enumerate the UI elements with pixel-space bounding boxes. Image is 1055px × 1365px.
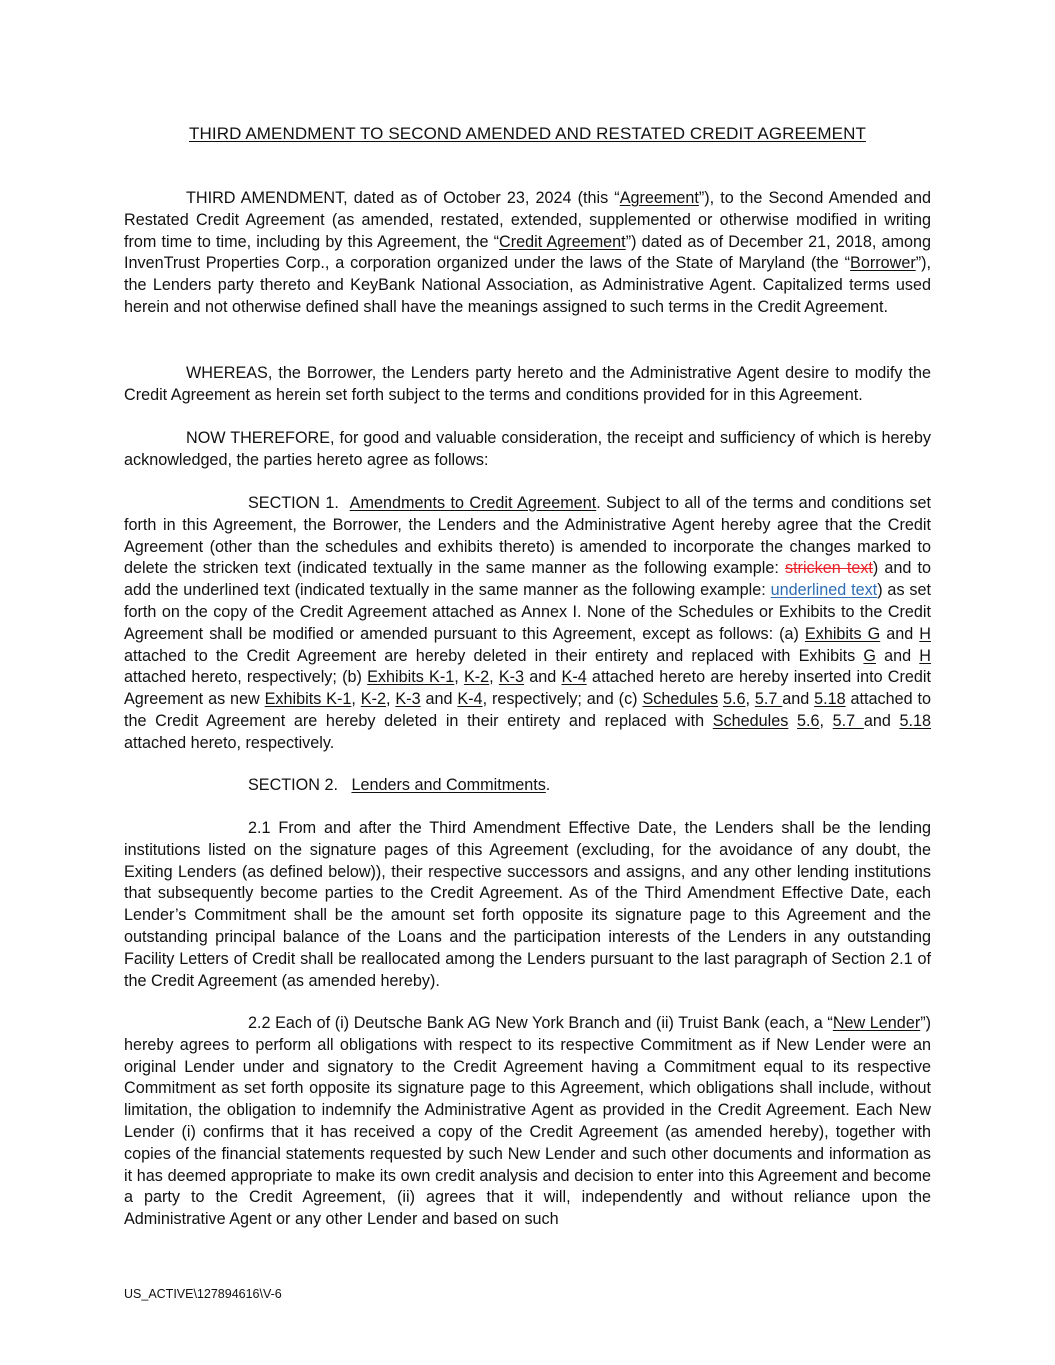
text: , <box>745 690 755 709</box>
text: ”), the Lenders party thereto and KeyBank National Association, as Administrative Agent. Capitalized terms used herein and not otherwise defined shall have the meanings assigned to such terms in the Credit Agreement. <box>124 254 931 316</box>
section-1-label: SECTION 1. <box>248 494 339 512</box>
text: and <box>880 624 920 643</box>
exhibit-ref: K-2 <box>463 668 490 687</box>
schedule-ref: 5.7 <box>832 711 864 730</box>
defined-term-agreement: Agreement <box>619 189 699 207</box>
text: , <box>819 711 833 730</box>
now-therefore-paragraph: NOW THEREFORE, for good and valuable consideration, the receipt and sufficiency of which is hereby acknowledged, the parties hereto agree as follows: <box>124 429 931 469</box>
text: ”) dated as of December 21, 2018, among InvenTrust Properties Corp., a corporation organized under the laws of the State of Maryland (the “ <box>124 232 932 273</box>
schedule-ref: 5.6 <box>797 711 820 730</box>
text: , <box>351 690 361 709</box>
intro-paragraph <box>124 188 931 319</box>
text: . <box>545 776 551 794</box>
defined-term-borrower: Borrower <box>850 254 916 273</box>
exhibit-ref: H <box>919 624 931 643</box>
defined-term-new-lender: New Lender <box>832 1014 921 1032</box>
text: and <box>524 668 562 687</box>
document-footer-id: US_ACTIVE\127894616\V-6 <box>124 1287 282 1301</box>
exhibit-ref: K-2 <box>360 690 386 709</box>
exhibit-ref: G <box>863 646 876 665</box>
exhibit-ref: K-4 <box>457 690 483 709</box>
text: and <box>876 646 920 665</box>
exhibit-ref: K-3 <box>498 668 525 687</box>
section-2-heading-line <box>248 776 550 795</box>
exhibit-ref: K-4 <box>561 668 587 687</box>
text: , <box>454 668 464 687</box>
schedule-ref: 5.7 <box>754 690 783 709</box>
text: ) and to add the underlined text (indicated textually in the same manner as the following example: <box>124 559 931 600</box>
text: . Subject to all of the terms and conditions set forth in this Agreement, the Borrower, the Lenders and the Administrative Agent hereby agree that the Credit Agreement (other than the schedules and exhibits thereto) is amended to incorporate the changes marked to delete the stricken text (indicated textually in the same manner as the following example: <box>124 494 931 578</box>
section-2-label: SECTION 2. <box>248 776 338 794</box>
exhibit-ref: Exhibits G <box>804 624 881 643</box>
text: ) as set forth on the copy of the Credit Agreement attached as Annex I. None of the Schedules or Exhibits to the Credit Agreement shall be modified or amended pursuant to this Agreement, except as follows: (a) <box>124 581 931 643</box>
text: ”), to the Second Amended and Restated Credit Agreement (as amended, restated, extended, supplemented or otherwise modified in writing from time to time, including by this Agreement, the “ <box>124 189 931 251</box>
text: attached to the Credit Agreement are hereby deleted in their entirety and replaced with <box>124 690 932 730</box>
stricken-text-example: stricken text <box>784 559 873 578</box>
text: attached hereto are hereby inserted into Credit Agreement as new <box>124 668 931 709</box>
document-title: THIRD AMENDMENT TO SECOND AMENDED AND RESTATED CREDIT AGREEMENT <box>189 124 866 143</box>
whereas-paragraph: WHEREAS, the Borrower, the Lenders party hereto and the Administrative Agent desire to modify the Credit Agreement as herein set forth subject to the terms and conditions provided for in this Agreement. <box>124 364 931 404</box>
schedule-ref: Schedules <box>642 690 719 709</box>
text: attached to the Credit Agreement are hereby deleted in their entirety and replaced with Exhibits <box>124 646 864 665</box>
text <box>788 712 797 730</box>
text: and <box>863 711 900 730</box>
defined-term-credit-agreement: Credit Agreement <box>499 232 626 251</box>
text: ”) hereby agrees to perform all obligations with respect to its respective Commitment as if New Lender were an original Lender under and signatory to the Credit Agreement having a Commitment equal to its respective Commitment as set forth opposite its signature page to this Agreement, which obligations shall include, without limitation, the obligation to indemnify the Administrative Agent as provided in the Credit Agreement. Each New Lender (i) confirms that it has received a copy of the Credit Agreement (as amended hereby), together with copies of the financial statements requested by such New Lender and such other documents and information as it has deemed appropriate to make its own credit analysis and decision to enter into this Agreement and become a party to the Credit Agreement, (ii) agrees that it will, independently and without reliance upon the Administrative Agent or any other Lender and based on such <box>124 1014 931 1229</box>
exhibit-ref: Exhibits K-1 <box>264 690 352 709</box>
underlined-text-example: underlined text <box>770 581 878 600</box>
text: 2.2 Each of (i) Deutsche Bank AG New York Branch and (ii) Truist Bank (each, a “ <box>248 1014 833 1032</box>
text: , respectively; and (c) <box>482 690 643 709</box>
exhibit-ref: H <box>919 646 931 665</box>
schedule-ref: Schedules <box>712 711 789 730</box>
schedule-ref: 5.18 <box>899 711 931 730</box>
section-1-heading: Amendments to Credit Agreement <box>349 494 597 512</box>
text: attached hereto, respectively; (b) <box>124 668 368 687</box>
text: THIRD AMENDMENT, dated as of October 23, 2024 (this “ <box>186 189 620 207</box>
text: , <box>489 668 499 687</box>
schedule-ref: 5.6 <box>722 690 746 709</box>
text: and <box>782 690 815 709</box>
exhibit-ref: Exhibits K-1 <box>367 668 455 687</box>
schedule-ref: 5.18 <box>814 690 846 709</box>
section-2-heading: Lenders and Commitments <box>351 776 546 794</box>
text: attached hereto, respectively. <box>124 733 335 752</box>
section-1-paragraph <box>124 493 931 755</box>
paragraph-2-1: 2.1 From and after the Third Amendment Effective Date, the Lenders shall be the lending institutions listed on the signature pages of this Agreement (excluding, for the avoidance of any doubt, the Exiting Lenders (as defined below)), their respective successors and assigns, and any other lending institutions that subsequently become parties to the Credit Agreement. As of the Third Amendment Effective Date, each Lender’s Commitment shall be the amount set forth opposite its signature page to this Agreement and the outstanding principal balance of the Loans and the participation interests of the Lenders in any outstanding Facility Letters of Credit shall be reallocated among the Lenders pursuant to the last paragraph of Section 2.1 of the Credit Agreement (as amended hereby). <box>124 819 931 990</box>
paragraph-2-2 <box>124 1013 931 1231</box>
text: , <box>385 690 396 709</box>
text: and <box>420 690 458 709</box>
exhibit-ref: K-3 <box>395 690 421 709</box>
